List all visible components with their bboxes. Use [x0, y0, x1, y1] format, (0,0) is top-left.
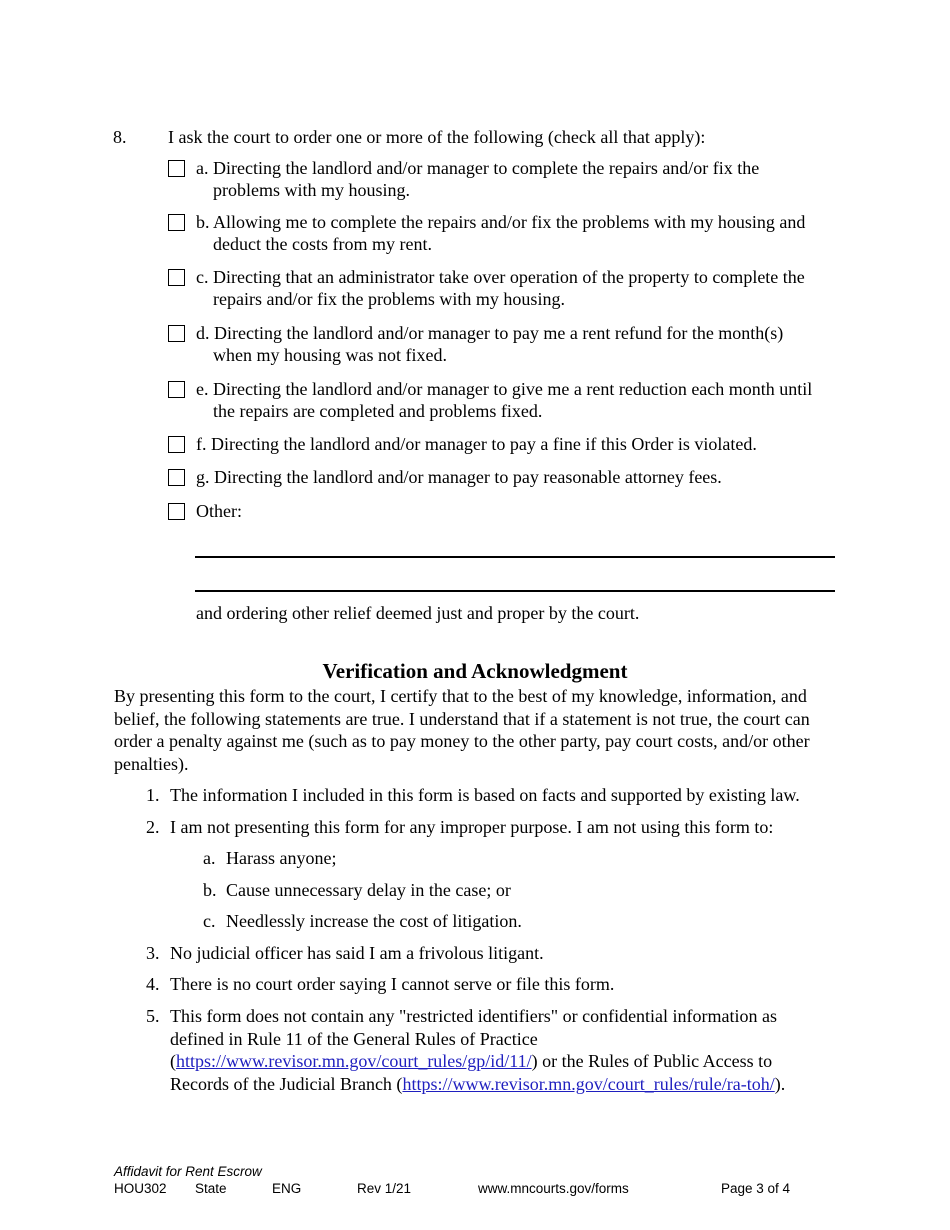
item-5-text-b: ) or the Rules of Public Access to Records of the Judicial Branch (: [170, 1051, 773, 1094]
verification-item-4-text: There is no court order saying I cannot serve or file this form.: [170, 974, 615, 994]
item-5-text-a: This form does not contain any "restricted identifiers" or confidential information as defined in Rule 11 of the General Rules of Practice (: [170, 1006, 778, 1071]
verification-item-3-number: 3.: [146, 943, 160, 963]
verification-item-1-number: 1.: [146, 785, 160, 805]
checkbox-option-g[interactable]: [168, 469, 185, 486]
subitem-c-text: Needlessly increase the cost of litigation.: [226, 911, 522, 931]
other-input-line-2[interactable]: [195, 590, 835, 592]
option-b-line2: deduct the costs from my rent.: [213, 234, 432, 254]
option-c-line2: repairs and/or fix the problems with my housing.: [213, 289, 565, 309]
checkbox-option-b[interactable]: [168, 214, 185, 231]
subitem-a-letter: a.: [203, 848, 216, 868]
checkbox-option-other[interactable]: [168, 503, 185, 520]
verification-item-5-text: [170, 1005, 825, 1095]
option-d-line2: when my housing was not fixed.: [213, 345, 447, 365]
option-d-line1: d. Directing the landlord and/or manager to pay me a rent refund for the month(s): [196, 323, 784, 343]
footer-language: ENG: [272, 1181, 302, 1196]
verification-item-5-number: 5.: [146, 1006, 160, 1026]
checkbox-option-c[interactable]: [168, 269, 185, 286]
subitem-a-text: Harass anyone;: [226, 848, 337, 868]
item-8-number: 8.: [113, 127, 127, 147]
verification-item-3-text: No judicial officer has said I am a frivolous litigant.: [170, 943, 544, 963]
verification-item-2-number: 2.: [146, 817, 160, 837]
checkbox-option-e[interactable]: [168, 381, 185, 398]
public-access-rules-link[interactable]: https://www.revisor.mn.gov/court_rules/rule/ra-toh/: [402, 1073, 775, 1094]
footer-form-title: Affidavit for Rent Escrow: [114, 1164, 262, 1179]
option-e-line2: the repairs are completed and problems fixed.: [213, 401, 543, 421]
rule-11-link[interactable]: https://www.revisor.mn.gov/court_rules/gp/id/11/: [176, 1051, 532, 1071]
verification-item-4-number: 4.: [146, 974, 160, 994]
option-c-line1: c. Directing that an administrator take over operation of the property to complete the: [196, 267, 805, 287]
subitem-c-letter: c.: [203, 911, 216, 931]
other-input-line-1[interactable]: [195, 556, 835, 558]
verification-intro: By presenting this form to the court, I certify that to the best of my knowledge, information, and belief, the following statements are true. I understand that if a statement is not true, the court can order a penalty against me (such as to pay money to the other party, pay court costs, and/or other penalties).: [114, 686, 810, 774]
option-a-line2: problems with my housing.: [213, 180, 410, 200]
option-f-text: f. Directing the landlord and/or manager to pay a fine if this Order is violated.: [196, 434, 757, 454]
footer-website: www.mncourts.gov/forms: [478, 1181, 629, 1196]
option-g-text: g. Directing the landlord and/or manager to pay reasonable attorney fees.: [196, 467, 722, 487]
verification-title: Verification and Acknowledgment: [322, 659, 628, 683]
item-5-text-c: ).: [774, 1073, 786, 1094]
footer-jurisdiction: State: [195, 1181, 227, 1196]
footer-revision: Rev 1/21: [357, 1181, 412, 1196]
footer-page-number: Page 3 of 4: [721, 1181, 791, 1196]
checkbox-option-f[interactable]: [168, 436, 185, 453]
subitem-b-letter: b.: [203, 880, 217, 900]
verification-item-2-text: I am not presenting this form for any improper purpose. I am not using this form to:: [170, 817, 774, 837]
item-8-intro: I ask the court to order one or more of the following (check all that apply):: [168, 127, 706, 147]
footer-form-code: HOU302: [114, 1181, 167, 1196]
option-e-line1: e. Directing the landlord and/or manager to give me a rent reduction each month until: [196, 379, 813, 399]
closing-relief-text: and ordering other relief deemed just and proper by the court.: [196, 603, 640, 623]
option-a-line1: a. Directing the landlord and/or manager to complete the repairs and/or fix the: [196, 158, 760, 178]
option-b-line1: b. Allowing me to complete the repairs and/or fix the problems with my housing and: [196, 212, 806, 232]
verification-item-1-text: The information I included in this form is based on facts and supported by existing law.: [170, 785, 800, 805]
checkbox-option-d[interactable]: [168, 325, 185, 342]
option-other-label: Other:: [196, 501, 242, 521]
subitem-b-text: Cause unnecessary delay in the case; or: [226, 880, 511, 900]
checkbox-option-a[interactable]: [168, 160, 185, 177]
